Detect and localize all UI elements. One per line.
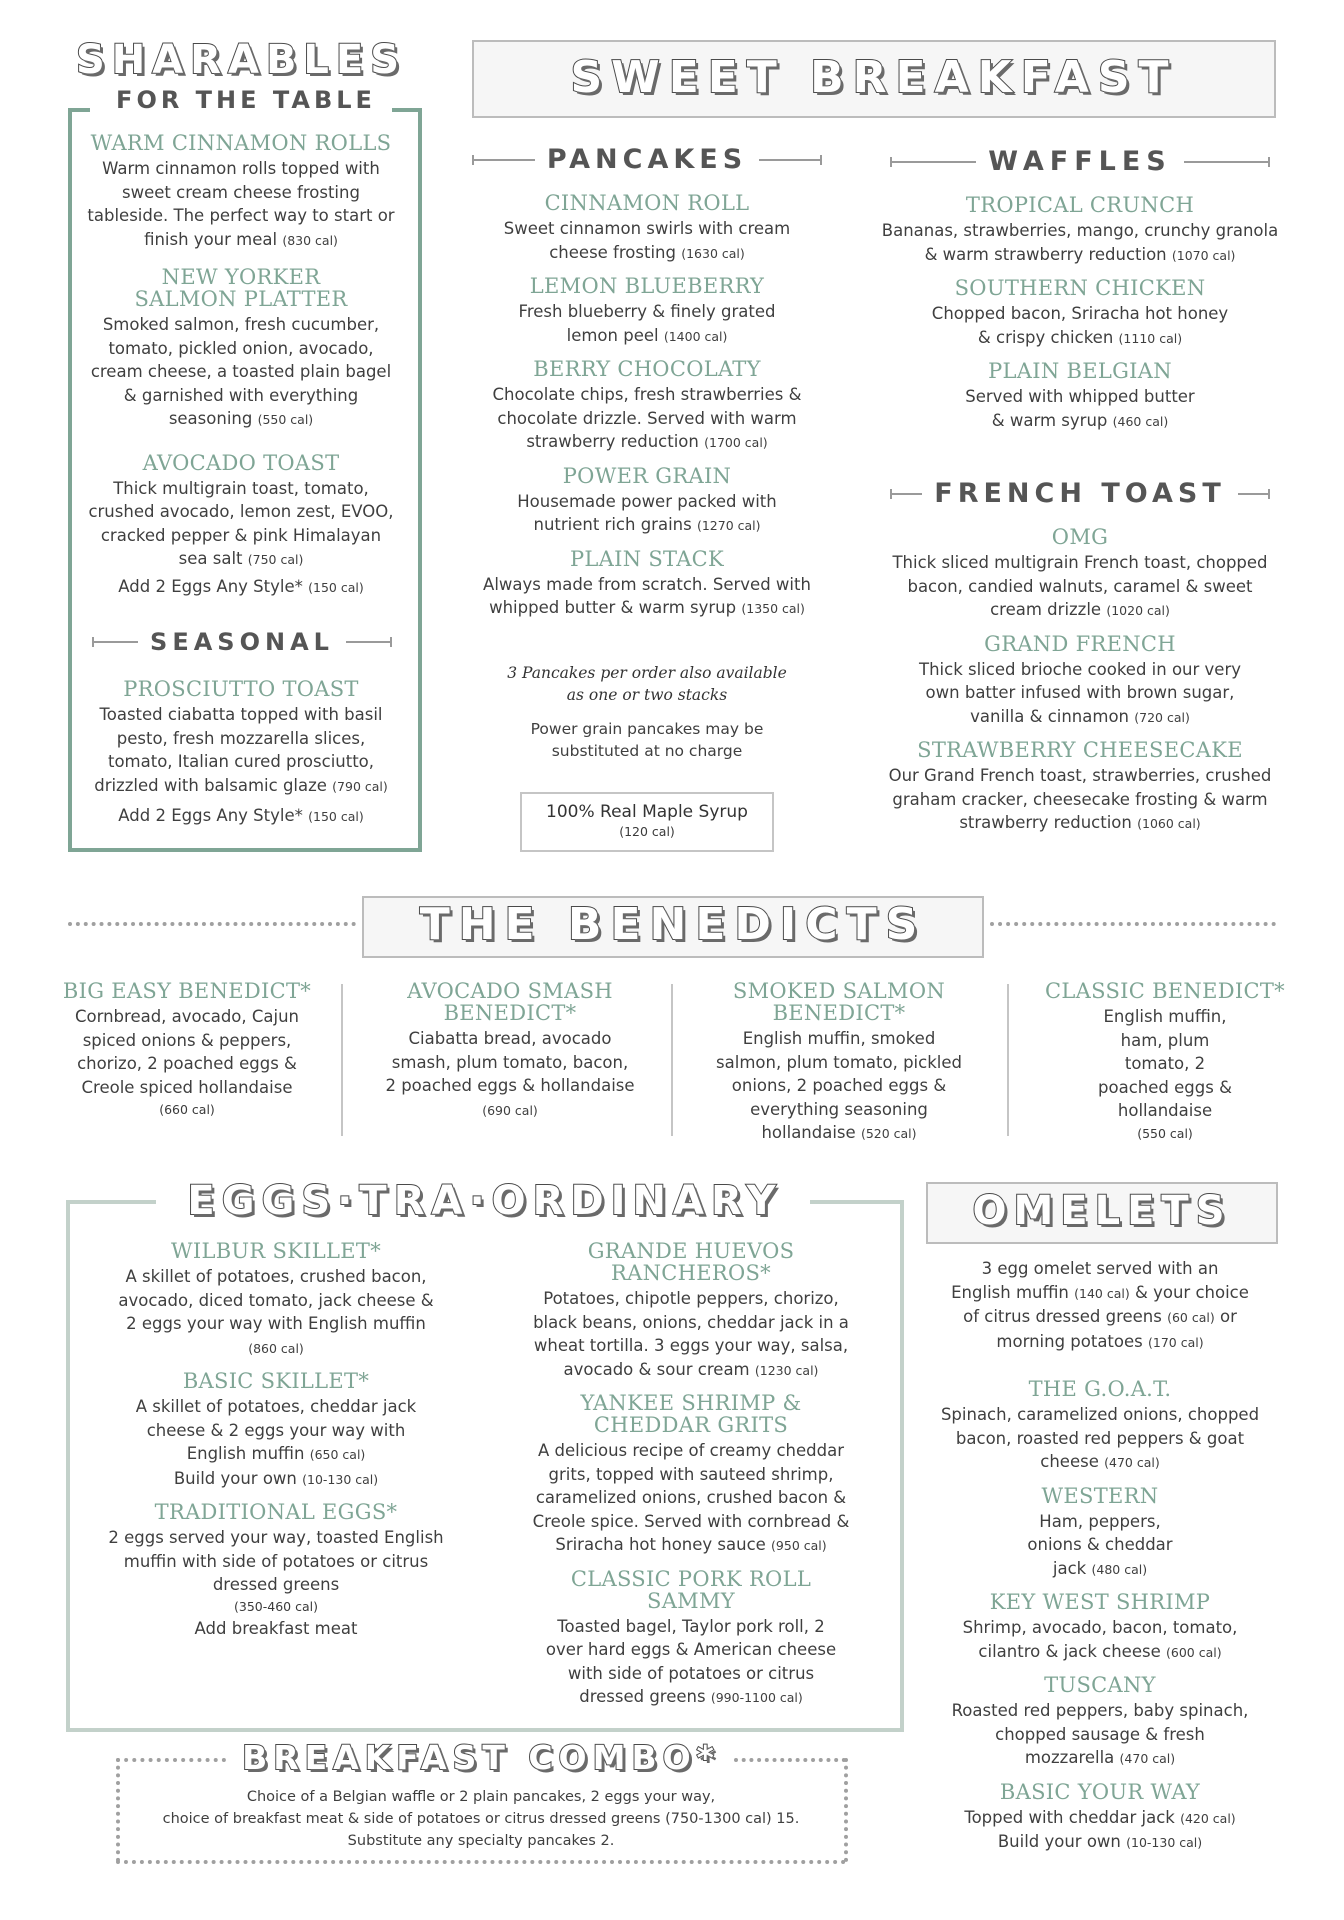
- menu-item: [472, 548, 822, 621]
- combo-title: BREAKFAST COMBO*: [242, 1738, 720, 1777]
- item-desc: Chocolate chips, fresh strawberries & chocolate drizzle. Served with warm strawberry reduction: [492, 385, 802, 451]
- item-calories: (950 cal): [771, 1538, 827, 1553]
- menu-item: [940, 1781, 1260, 1855]
- menu-item: [86, 132, 396, 252]
- benedict-divider: [671, 984, 673, 1136]
- item-name: OMG: [1051, 525, 1109, 549]
- item-desc: Roasted red peppers, baby spinach, chopped sausage & fresh mozzarella: [951, 1701, 1249, 1767]
- seasonal-title: SEASONAL: [150, 628, 334, 656]
- item-name: BERRY CHOCOLATY: [533, 357, 761, 381]
- omelets-list: [940, 1378, 1260, 1855]
- item-desc: Served with whipped butter & warm syrup: [965, 387, 1195, 430]
- menu-item: [880, 277, 1280, 350]
- menu-item: [940, 1378, 1260, 1475]
- item-desc: 2 eggs served your way, toasted English muffin with side of potatoes or citrus dressed greens: [108, 1528, 444, 1594]
- item-calories: (1350 cal): [741, 601, 805, 616]
- item-desc: Shrimp, avocado, bacon, tomato, cilantro & jack cheese: [962, 1618, 1238, 1661]
- item-desc: Bananas, strawberries, mango, crunchy granola & warm strawberry reduction: [881, 221, 1279, 264]
- item-calories: (660 cal): [159, 1102, 215, 1117]
- item-desc: Thick sliced multigrain French toast, chopped bacon, candied walnuts, caramel & sweet cream drizzle: [892, 553, 1268, 619]
- combo-border-right: [844, 1758, 848, 1862]
- combo-line: Substitute any specialty pancakes 2.: [347, 1833, 615, 1849]
- item-name: WESTERN: [1041, 1483, 1159, 1508]
- item-name: GRAND FRENCH: [984, 631, 1176, 656]
- item-calories: (1270 cal): [696, 518, 761, 533]
- item-calories: (1020 cal): [1106, 603, 1170, 618]
- sharables-subtitle: FOR THE TABLE: [116, 86, 376, 114]
- item-calories: (860 cal): [248, 1340, 304, 1356]
- item-name: WILBUR SKILLET*: [170, 1239, 382, 1263]
- item-calories: (470 cal): [1104, 1455, 1160, 1470]
- waffles-list: [880, 194, 1280, 433]
- menu-item: [880, 194, 1280, 267]
- menu-item: [880, 739, 1280, 836]
- item-name: CINNAMON ROLL: [544, 191, 750, 215]
- item-calories: (1060 cal): [1137, 816, 1201, 831]
- item-calories: (1230 cal): [754, 1362, 819, 1378]
- item-calories: (550 cal): [257, 412, 314, 427]
- item-name: STRAWBERRY CHEESECAKE: [917, 738, 1243, 762]
- item-calories: (520 cal): [860, 1126, 917, 1141]
- item-desc: Ham, peppers, onions & cheddar jack: [1027, 1511, 1173, 1578]
- combo-border-bottom: [116, 1860, 846, 1864]
- item-desc: Chopped bacon, Sriracha hot honey & crispy chicken: [931, 304, 1229, 347]
- item-addon: Build your own: [997, 1832, 1121, 1851]
- item-name: BIG EASY BENEDICT*: [62, 979, 312, 1003]
- item-desc: Fresh blueberry & finely grated lemon peel: [518, 302, 776, 345]
- item-desc: A skillet of potatoes, cheddar jack cheese & 2 eggs your way with English muffin: [135, 1397, 417, 1463]
- menu-item: [526, 1240, 856, 1382]
- item-name: BASIC YOUR WAY: [999, 1779, 1201, 1804]
- benedicts-dotted-line-left: [68, 922, 356, 926]
- menu-item: [526, 1392, 856, 1558]
- item-desc: English muffin, smoked salmon, plum tomato, pickled onions, 2 poached eggs & everything seasoning hollandaise: [716, 1029, 962, 1142]
- item-name: PLAIN BELGIAN: [988, 359, 1172, 383]
- menu-item: [940, 1674, 1260, 1771]
- maple-syrup-label: 100% Real Maple Syrup: [546, 802, 748, 822]
- item-name: POWER GRAIN: [562, 463, 732, 488]
- item-calories: (170 cal): [1148, 1334, 1204, 1350]
- menu-item: [880, 360, 1280, 433]
- item-name: NEW YORKER SALMON PLATTER: [134, 265, 348, 311]
- item-calories: (420 cal): [1180, 1810, 1236, 1826]
- menu-item: [880, 633, 1280, 730]
- item-calories: (140 cal): [1074, 1285, 1130, 1301]
- item-desc: Cornbread, avocado, Cajun spiced onions & peppers, chorizo, 2 poached eggs & Creole spiced hollandaise: [74, 1007, 300, 1097]
- item-desc: Toasted bagel, Taylor pork roll, 2 over hard eggs & American cheese with side of potatoes or citrus dressed greens: [545, 1616, 837, 1706]
- item-addon: Build your own: [173, 1468, 297, 1488]
- item-addon: Add 2 Eggs Any Style*: [118, 576, 303, 596]
- item-desc: A delicious recipe of creamy cheddar grits, topped with sauteed shrimp, caramelized onions, crushed bacon & Creole spice. Served with cornbread & Sriracha hot honey sauce: [532, 1441, 850, 1554]
- omelet-intro-text: 3 egg omelet served with an English muffin: [951, 1259, 1219, 1302]
- item-calories: (480 cal): [1091, 1561, 1148, 1577]
- benedict-divider: [341, 984, 343, 1136]
- item-name: TUSCANY: [1044, 1673, 1156, 1697]
- pancakes-title: PANCAKES: [546, 144, 748, 175]
- item-calories: (1700 cal): [704, 435, 768, 450]
- menu-item: [712, 980, 966, 1146]
- item-name: YANKEE SHRIMP & CHEDDAR GRITS: [580, 1391, 802, 1437]
- item-calories: (1070 cal): [1171, 247, 1236, 263]
- item-calories: (1630 cal): [681, 245, 745, 261]
- item-calories: (60 cal): [1167, 1310, 1215, 1325]
- pancakes-list: [472, 192, 822, 621]
- menu-item: [880, 526, 1280, 623]
- item-desc: Spinach, caramelized onions, chopped bacon, roasted red peppers & goat cheese: [940, 1405, 1260, 1471]
- eggstra-left-column: [108, 1239, 444, 1640]
- menu-item: [86, 678, 396, 829]
- item-name: SMOKED SALMON BENEDICT*: [732, 979, 946, 1025]
- item-addon: Add breakfast meat: [194, 1618, 358, 1638]
- eggstra-right-column: [526, 1240, 856, 1710]
- item-name: BASIC SKILLET*: [182, 1369, 370, 1393]
- menu-item: [86, 266, 396, 432]
- omelet-intro-text: & your choice of citrus dressed greens: [963, 1282, 1249, 1326]
- eggstra-title: EGGS·TRA·ORDINARY: [187, 1178, 783, 1224]
- maple-syrup-calories: (120 cal): [619, 824, 675, 839]
- item-name: GRANDE HUEVOS RANCHEROS*: [587, 1239, 795, 1285]
- item-calories: (10-130 cal): [302, 1471, 379, 1487]
- item-name: SOUTHERN CHICKEN: [954, 276, 1206, 300]
- french-toast-title: FRENCH TOAST: [934, 478, 1226, 509]
- benedicts-dotted-line-right: [990, 922, 1276, 926]
- item-desc: Ciabatta bread, avocado smash, plum tomato, bacon, 2 poached eggs & hollandaise: [385, 1029, 635, 1095]
- menu-item: [472, 465, 822, 538]
- menu-item: [116, 1240, 436, 1360]
- menu-item: [940, 1591, 1260, 1664]
- item-calories: (10-130 cal): [1126, 1835, 1203, 1850]
- combo-border-top-left: [116, 1758, 226, 1762]
- combo-border-top-right: [734, 1758, 846, 1762]
- item-calories: (690 cal): [482, 1102, 538, 1118]
- omelets-intro: [950, 1254, 1250, 1354]
- item-desc: Warm cinnamon rolls topped with sweet cream cheese frosting tableside. The perfect way to start or finish your meal: [87, 159, 395, 249]
- menu-item: [472, 358, 822, 455]
- item-calories: (650 cal): [309, 1447, 366, 1462]
- item-calories: (150 cal): [308, 809, 364, 824]
- combo-description: [126, 1786, 836, 1852]
- item-calories: (550 cal): [1137, 1125, 1193, 1141]
- menu-item: [385, 980, 635, 1122]
- sweet-breakfast-title: SWEET BREAKFAST: [570, 52, 1178, 103]
- item-desc: Toasted ciabatta topped with basil pesto, fresh mozzarella slices, tomato, Italian cured prosciutto, drizzled with balsamic glaze: [94, 705, 383, 795]
- menu-item: [526, 1568, 856, 1710]
- menu-item: [62, 980, 312, 1121]
- item-calories: (1400 cal): [663, 328, 728, 344]
- item-calories: (460 cal): [1112, 413, 1169, 429]
- french-toast-list: [880, 526, 1280, 836]
- item-name: WARM CINNAMON ROLLS: [90, 131, 392, 155]
- item-desc: Smoked salmon, fresh cucumber, tomato, pickled onion, avocado, cream cheese, a toasted plain bagel & garnished with everything seasoning: [90, 315, 392, 428]
- item-name: AVOCADO SMASH BENEDICT*: [407, 979, 613, 1025]
- pancakes-header: [472, 144, 822, 175]
- item-desc: A skillet of potatoes, crushed bacon, avocado, diced tomato, jack cheese & 2 eggs your way with English muffin: [118, 1267, 434, 1333]
- item-calories: (830 cal): [282, 232, 338, 248]
- menu-item: [472, 192, 822, 265]
- item-calories: (350-460 cal): [234, 1598, 318, 1614]
- item-desc: Housemade power packed with nutrient rich grains: [517, 491, 777, 534]
- item-calories: (790 cal): [332, 778, 388, 794]
- item-desc: Always made from scratch. Served with whipped butter & warm syrup: [483, 574, 811, 617]
- combo-line: choice of breakfast meat & side of potatoes or citrus dressed greens (750-1300 cal) 15.: [162, 1811, 800, 1827]
- waffles-header: [890, 146, 1270, 177]
- menu-item: [86, 452, 396, 600]
- item-calories: (750 cal): [247, 552, 304, 567]
- item-name: PROSCIUTTO TOAST: [123, 677, 359, 701]
- item-addon: Add 2 Eggs Any Style*: [118, 806, 303, 825]
- french-toast-header: [890, 478, 1270, 509]
- maple-syrup-box: [520, 792, 774, 852]
- item-calories: (1110 cal): [1118, 330, 1183, 346]
- item-name: AVOCADO TOAST: [142, 450, 340, 475]
- omelet-intro-text: or morning potatoes: [996, 1307, 1237, 1351]
- waffles-title: WAFFLES: [988, 146, 1172, 177]
- combo-border-left: [116, 1758, 120, 1862]
- sharables-title: SHARABLES: [75, 37, 407, 83]
- item-name: PLAIN STACK: [569, 546, 725, 571]
- item-calories: (720 cal): [1134, 709, 1190, 725]
- item-name: THE G.O.A.T.: [1028, 1377, 1172, 1401]
- item-desc: Sweet cinnamon swirls with cream cheese frosting: [503, 219, 791, 262]
- item-name: TROPICAL CRUNCH: [965, 193, 1195, 217]
- item-desc: Thick sliced brioche cooked in our very own batter infused with brown sugar, vanilla & cinnamon: [919, 659, 1241, 726]
- item-calories: (470 cal): [1119, 1751, 1176, 1766]
- menu-item: [940, 1485, 1260, 1582]
- menu-item: [1040, 980, 1290, 1145]
- sharables-list: [86, 132, 396, 599]
- pancake-note: 3 Pancakes per order also available as one or two stacks: [507, 664, 787, 704]
- item-name: LEMON BLUEBERRY: [529, 274, 765, 298]
- item-desc: Topped with cheddar jack: [964, 1807, 1175, 1827]
- item-name: CLASSIC BENEDICT*: [1045, 979, 1285, 1003]
- item-desc: Thick multigrain toast, tomato, crushed avocado, lemon zest, EVOO, cracked pepper & pink Himalayan sea salt: [88, 478, 394, 568]
- benedicts-title: THE BENEDICTS: [419, 899, 927, 950]
- omelets-title: OMELETS: [972, 1188, 1232, 1234]
- item-desc: English muffin, ham, plum tomato, 2 poached eggs & hollandaise: [1098, 1007, 1232, 1120]
- pancake-substitute-note: Power grain pancakes may be substituted at no charge: [530, 720, 764, 760]
- item-name: TRADITIONAL EGGS*: [154, 1500, 398, 1524]
- menu-item: [108, 1500, 444, 1640]
- benedict-divider: [1007, 984, 1009, 1136]
- item-desc: Our Grand French toast, strawberries, crushed graham cracker, cheesecake frosting & warm strawberry reduction: [888, 766, 1272, 832]
- item-name: CLASSIC PORK ROLL SAMMY: [570, 1566, 812, 1613]
- menu-item: [116, 1370, 436, 1491]
- menu-item: [472, 275, 822, 348]
- seasonal-header: [92, 628, 392, 656]
- item-calories: (150 cal): [308, 579, 364, 595]
- item-calories: (990-1100 cal): [710, 1690, 803, 1705]
- item-calories: (600 cal): [1165, 1644, 1222, 1660]
- combo-line: Choice of a Belgian waffle or 2 plain pancakes, 2 eggs your way,: [246, 1789, 716, 1805]
- item-desc: Potatoes, chipotle peppers, chorizo, black beans, onions, cheddar jack in a wheat tortilla. 3 eggs your way, salsa, avocado & sour cream: [533, 1289, 849, 1379]
- item-name: KEY WEST SHRIMP: [989, 1590, 1211, 1614]
